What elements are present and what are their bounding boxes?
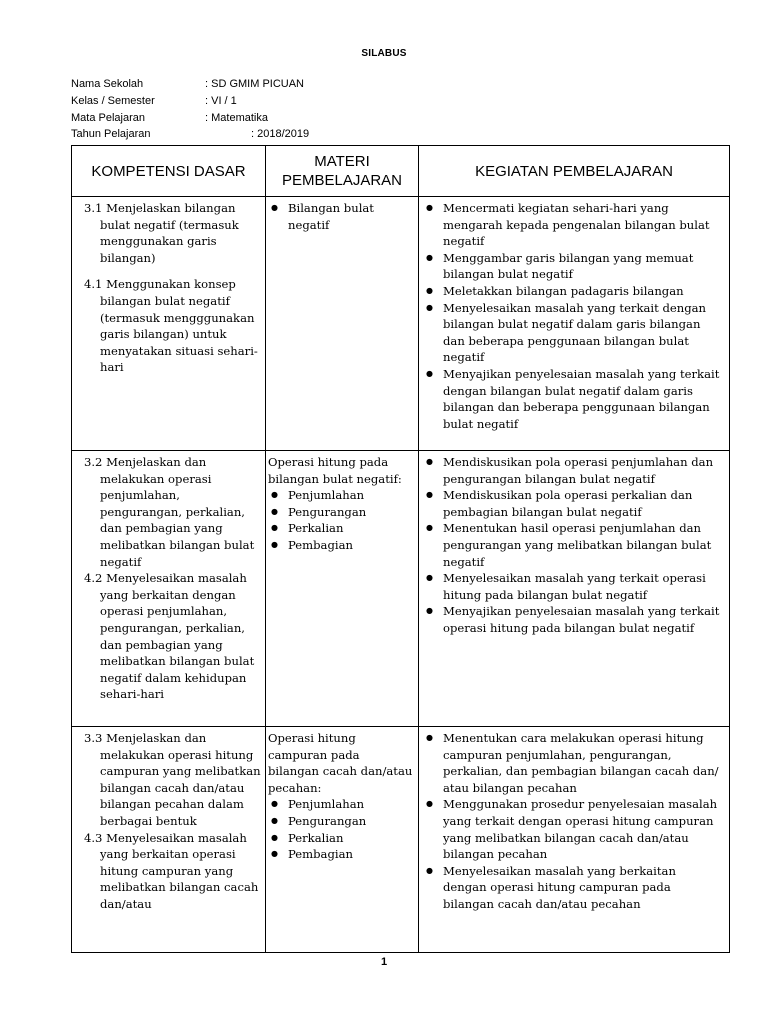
materi-item: ● Perkalian [268,520,414,537]
kd-item: 3.3 Menjelaskan dan melakukan operasi hitung campuran yang melibatkan bilangan cacah dan/atau bilangan pecahan dalam berbagai bentuk [84,731,261,828]
kegiatan-item: ● Meletakkan bilangan padagaris bilangan [423,283,723,300]
kegiatan-cell [419,727,730,953]
materi-intro: Operasi hitung pada bilangan bulat negatif: [268,455,402,486]
kegiatan-item: ● Menggunakan prosedur penyelesaian masalah yang terkait dengan operasi hitung campuran yang melibatkan bilangan cacah dan/atau bilangan pecahan [423,796,723,862]
syllabus-table [71,145,730,953]
kegiatan-item: ● Mencermati kegiatan sehari-hari yang mengarah kepada pengenalan bilangan bulat negatif [423,200,723,250]
kd-cell [72,197,266,451]
kd-item: 4.1 Menggunakan konsep bilangan bulat negatif (termasuk mengggunakan garis bilangan) untuk menyatakan situasi sehari-hari [84,277,258,375]
meta-label-subject: Mata Pelajaran [71,112,145,124]
document-title: SILABUS [361,48,407,59]
meta-value-class: : VI / 1 [205,95,237,107]
kd-item: 4.2 Menyelesaikan masalah yang berkaitan dengan operasi penjumlahan, pengurangan, perkalian, dan pembagian yang melibatkan bilangan bulat negatif dalam kehidupan sehari-hari [84,571,255,702]
kd-item: 4.3 Menyelesaikan masalah yang berkaitan operasi hitung campuran yang melibatkan bilangan cacah dan/atau [84,830,259,911]
kegiatan-item: ● Mendiskusikan pola operasi penjumlahan dan pengurangan bilangan bulat negatif [423,454,723,487]
materi-item: ● Bilangan bulat negatif [268,200,414,233]
meta-value-school: : SD GMIM PICUAN [205,78,305,90]
materi-cell [266,197,419,451]
kd-item: 3.1 Menjelaskan bilangan bulat negatif (termasuk menggunakan garis bilangan) [84,201,239,265]
materi-cell [266,451,419,727]
header-kegiatan: KEGIATAN PEMBELAJARAN [419,146,730,197]
kd-item: 3.2 Menjelaskan dan melakukan operasi penjumlahan, pengurangan, perkalian, dan pembagian yang melibatkan bilangan bulat negatif [84,455,255,569]
materi-list [268,200,414,233]
kegiatan-item: ● Menentukan cara melakukan operasi hitung campuran penjumlahan, pengurangan, perkalian, dan pembagian bilangan cacah dan/ atau bilangan pecahan [423,730,723,796]
kegiatan-list [423,730,723,913]
kegiatan-item: ● Menyelesaikan masalah yang berkaitan dengan operasi hitung campuran pada bilangan cacah dan/atau pecahan [423,863,723,913]
kegiatan-list [423,454,723,637]
kegiatan-item: ● Menyelesaikan masalah yang terkait dengan bilangan bulat negatif dalam garis bilangan dan beberapa penggunaan bilangan bulat negatif [423,300,723,366]
table-row [72,727,730,953]
materi-list [268,487,414,553]
meta-label-school: Nama Sekolah [71,78,144,90]
meta-value-subject: : Matematika [205,112,268,124]
header-materi-line2: PEMBELAJARAN [281,172,403,189]
meta-value-year: : 2018/2019 [251,128,310,140]
kegiatan-cell [419,451,730,727]
materi-cell [266,727,419,953]
table-header-row [72,146,730,197]
table-row [72,197,730,451]
meta-label-class: Kelas / Semester [71,95,155,107]
meta-label-year: Tahun Pelajaran [71,128,151,140]
page-number: 1 [380,956,388,968]
materi-item: ● Pembagian [268,846,414,863]
table-row [72,451,730,727]
kegiatan-item: ● Menggambar garis bilangan yang memuat bilangan bulat negatif [423,250,723,283]
kegiatan-list [423,200,723,432]
kegiatan-item: ● Menentukan hasil operasi penjumlahan dan pengurangan yang melibatkan bilangan bulat negatif [423,520,723,570]
header-materi [266,146,419,197]
kegiatan-item: ● Menyajikan penyelesaian masalah yang terkait operasi hitung pada bilangan bulat negatif [423,603,723,636]
materi-item: ● Penjumlahan [268,796,414,813]
header-materi-line1: MATERI [314,153,370,170]
kegiatan-item: ● Menyelesaikan masalah yang terkait operasi hitung pada bilangan bulat negatif [423,570,723,603]
materi-item: ● Pembagian [268,537,414,554]
header-kompetensi-dasar: KOMPETENSI DASAR [72,146,266,197]
kegiatan-item: ● Mendiskusikan pola operasi perkalian dan pembagian bilangan bulat negatif [423,487,723,520]
materi-item: ● Pengurangan [268,504,414,521]
materi-intro: Operasi hitung campuran pada bilangan cacah dan/atau pecahan: [268,731,413,795]
kegiatan-item: ● Menyajikan penyelesaian masalah yang terkait dengan bilangan bulat negatif dalam garis bilangan dan beberapa penggunaan bilangan bulat negatif [423,366,723,432]
materi-item: ● Perkalian [268,830,414,847]
kd-cell [72,727,266,953]
materi-item: ● Pengurangan [268,813,414,830]
kd-cell [72,451,266,727]
kegiatan-cell [419,197,730,451]
materi-list [268,796,414,862]
materi-item: ● Penjumlahan [268,487,414,504]
